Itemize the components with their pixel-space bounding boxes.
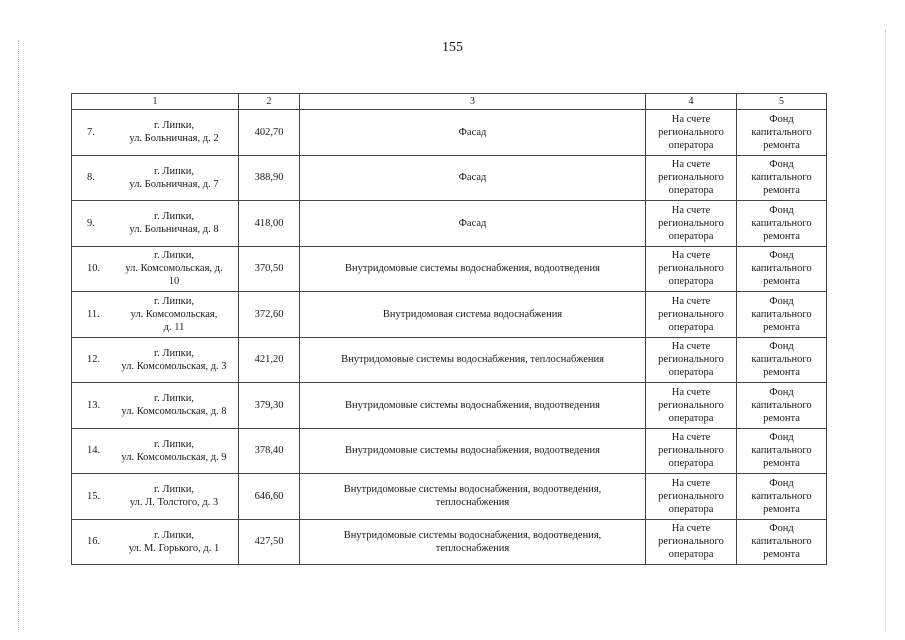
- address-cell: [72, 337, 239, 383]
- area-cell: 379,30: [239, 383, 300, 429]
- row-number: 13.: [87, 399, 101, 411]
- area-cell: 388,90: [239, 155, 300, 201]
- account-line: оператора: [668, 276, 714, 288]
- account-line: На счете: [671, 250, 711, 262]
- column-header: 2: [239, 94, 300, 110]
- account-line: регионального: [658, 490, 724, 502]
- account-line: регионального: [658, 445, 724, 457]
- account-line: оператора: [668, 503, 714, 515]
- account-line: регионального: [658, 263, 724, 275]
- work-line: Фасад: [458, 217, 487, 229]
- address-line: 10: [168, 276, 180, 288]
- table-row: [72, 292, 827, 338]
- account-line: оператора: [668, 230, 714, 242]
- row-number: 12.: [87, 354, 101, 366]
- fund-line: ремонта: [763, 503, 800, 515]
- account-cell: [646, 201, 737, 247]
- work-cell: [300, 519, 646, 565]
- address-line: г. Липки,: [153, 484, 195, 496]
- address-cell: [72, 201, 239, 247]
- address-line: г. Липки,: [153, 211, 195, 223]
- work-line: Внутридомовые системы водоснабжения, водоотведения,: [343, 529, 602, 541]
- account-line: оператора: [668, 549, 714, 561]
- account-line: На счете: [671, 341, 711, 353]
- fund-line: капитального: [751, 536, 812, 548]
- work-cell: [300, 155, 646, 201]
- repair-table: [71, 93, 827, 565]
- address-line: д. 11: [163, 321, 185, 333]
- address-cell: [72, 246, 239, 292]
- fund-cell: [737, 474, 827, 520]
- area-cell: 646,60: [239, 474, 300, 520]
- fund-line: Фонд: [769, 204, 794, 216]
- address-cell: [72, 292, 239, 338]
- fund-cell: [737, 155, 827, 201]
- row-number: 9.: [87, 217, 95, 229]
- address-cell: [72, 110, 239, 156]
- work-line: Фасад: [458, 172, 487, 184]
- row-number: 10.: [87, 263, 101, 275]
- fund-line: капитального: [751, 217, 812, 229]
- work-cell: [300, 201, 646, 247]
- work-line: Фасад: [458, 126, 487, 138]
- work-line: Внутридомовая система водоснабжения: [382, 308, 563, 320]
- address-line: г. Липки,: [153, 529, 195, 541]
- account-line: На счете: [671, 432, 711, 444]
- area-cell: 370,50: [239, 246, 300, 292]
- address-cell: [72, 155, 239, 201]
- account-line: оператора: [668, 321, 714, 333]
- scan-edge-left: [18, 40, 19, 630]
- address-cell: [72, 519, 239, 565]
- address-line: ул. Комсомольская,: [130, 308, 218, 320]
- address-line: ул. М. Горького, д. 1: [128, 542, 220, 554]
- row-number: 7.: [87, 126, 95, 138]
- account-line: На счете: [671, 204, 711, 216]
- address-line: г. Липки,: [153, 120, 195, 132]
- account-cell: [646, 337, 737, 383]
- account-line: оператора: [668, 185, 714, 197]
- work-cell: [300, 337, 646, 383]
- fund-line: капитального: [751, 354, 812, 366]
- table-row: [72, 246, 827, 292]
- fund-line: ремонта: [763, 139, 800, 151]
- area-cell: 418,00: [239, 201, 300, 247]
- address-line: ул. Комсомольская, д.: [125, 263, 223, 275]
- fund-cell: [737, 246, 827, 292]
- account-line: оператора: [668, 458, 714, 470]
- fund-cell: [737, 519, 827, 565]
- account-line: оператора: [668, 139, 714, 151]
- work-line: Внутридомовые системы водоснабжения, водоотведения: [345, 263, 600, 275]
- area-cell: 372,60: [239, 292, 300, 338]
- account-cell: [646, 519, 737, 565]
- address-line: г. Липки,: [153, 347, 195, 359]
- address-line: ул. Комсомольская, д. 8: [121, 406, 227, 418]
- fund-cell: [737, 292, 827, 338]
- work-cell: [300, 474, 646, 520]
- fund-line: Фонд: [769, 159, 794, 171]
- address-line: г. Липки,: [153, 393, 195, 405]
- address-line: г. Липки,: [153, 295, 195, 307]
- work-cell: [300, 292, 646, 338]
- table-row: [72, 337, 827, 383]
- work-line: Внутридомовые системы водоснабжения, водоотведения: [345, 399, 600, 411]
- row-number: 14.: [87, 445, 101, 457]
- fund-line: Фонд: [769, 250, 794, 262]
- fund-cell: [737, 201, 827, 247]
- work-line: теплоснабжения: [435, 542, 510, 554]
- address-cell: [72, 428, 239, 474]
- fund-line: капитального: [751, 445, 812, 457]
- fund-line: Фонд: [769, 432, 794, 444]
- fund-line: ремонта: [763, 276, 800, 288]
- account-cell: [646, 474, 737, 520]
- account-line: На счете: [671, 159, 711, 171]
- address-cell: [72, 383, 239, 429]
- account-line: регионального: [658, 399, 724, 411]
- account-cell: [646, 428, 737, 474]
- area-cell: 421,20: [239, 337, 300, 383]
- table-row: [72, 474, 827, 520]
- fund-line: капитального: [751, 172, 812, 184]
- work-cell: [300, 246, 646, 292]
- table-body: [72, 110, 827, 565]
- address-line: ул. Больничная, д. 7: [129, 178, 219, 190]
- fund-line: ремонта: [763, 412, 800, 424]
- work-cell: [300, 383, 646, 429]
- address-line: ул. Больничная, д. 8: [129, 224, 219, 236]
- column-header: 4: [646, 94, 737, 110]
- row-number: 8.: [87, 172, 95, 184]
- address-line: ул. Комсомольская, д. 9: [121, 451, 227, 463]
- account-cell: [646, 155, 737, 201]
- fund-line: капитального: [751, 490, 812, 502]
- fund-line: ремонта: [763, 321, 800, 333]
- area-cell: 378,40: [239, 428, 300, 474]
- column-header: 3: [300, 94, 646, 110]
- fund-line: капитального: [751, 399, 812, 411]
- account-cell: [646, 246, 737, 292]
- account-line: регионального: [658, 308, 724, 320]
- address-line: г. Липки,: [153, 438, 195, 450]
- table-row: [72, 110, 827, 156]
- page-number: 155: [442, 40, 463, 55]
- scan-edge-right: [885, 30, 886, 630]
- address-line: ул. Л. Толстого, д. 3: [129, 497, 219, 509]
- fund-cell: [737, 383, 827, 429]
- fund-line: капитального: [751, 126, 812, 138]
- account-line: На счете: [671, 295, 711, 307]
- fund-line: Фонд: [769, 523, 794, 535]
- row-number: 11.: [87, 308, 100, 320]
- table-row: [72, 155, 827, 201]
- work-line: теплоснабжения: [435, 497, 510, 509]
- fund-line: Фонд: [769, 477, 794, 489]
- work-line: Внутридомовые системы водоснабжения, водоотведения,: [343, 484, 602, 496]
- table-row: [72, 383, 827, 429]
- fund-line: Фонд: [769, 295, 794, 307]
- address-line: ул. Комсомольская, д. 3: [121, 360, 227, 372]
- fund-line: ремонта: [763, 185, 800, 197]
- account-cell: [646, 292, 737, 338]
- account-line: На счете: [671, 523, 711, 535]
- fund-line: Фонд: [769, 113, 794, 125]
- account-line: регионального: [658, 217, 724, 229]
- row-number: 15.: [87, 490, 101, 502]
- row-number: 16.: [87, 536, 101, 548]
- fund-line: Фонд: [769, 386, 794, 398]
- work-line: Внутридомовые системы водоснабжения, водоотведения: [345, 445, 600, 457]
- account-cell: [646, 383, 737, 429]
- column-header: 1: [72, 94, 239, 110]
- table-row: [72, 519, 827, 565]
- account-line: регионального: [658, 126, 724, 138]
- fund-line: ремонта: [763, 367, 800, 379]
- area-cell: 427,50: [239, 519, 300, 565]
- account-line: На счете: [671, 113, 711, 125]
- account-line: регионального: [658, 354, 724, 366]
- account-cell: [646, 110, 737, 156]
- account-line: На счете: [671, 386, 711, 398]
- account-line: На счете: [671, 477, 711, 489]
- fund-line: Фонд: [769, 341, 794, 353]
- address-cell: [72, 474, 239, 520]
- address-line: ул. Больничная, д. 2: [129, 133, 219, 145]
- account-line: оператора: [668, 367, 714, 379]
- table-row: [72, 428, 827, 474]
- fund-line: ремонта: [763, 549, 800, 561]
- account-line: регионального: [658, 536, 724, 548]
- area-cell: 402,70: [239, 110, 300, 156]
- account-line: оператора: [668, 412, 714, 424]
- header-row: [72, 94, 827, 110]
- work-line: Внутридомовые системы водоснабжения, теплоснабжения: [341, 354, 604, 366]
- fund-line: ремонта: [763, 230, 800, 242]
- table-row: [72, 201, 827, 247]
- fund-cell: [737, 337, 827, 383]
- fund-cell: [737, 428, 827, 474]
- address-line: г. Липки,: [153, 250, 195, 262]
- column-header: 5: [737, 94, 827, 110]
- address-line: г. Липки,: [153, 165, 195, 177]
- fund-line: капитального: [751, 308, 812, 320]
- fund-cell: [737, 110, 827, 156]
- fund-line: капитального: [751, 263, 812, 275]
- account-line: регионального: [658, 172, 724, 184]
- fund-line: ремонта: [763, 458, 800, 470]
- work-cell: [300, 110, 646, 156]
- work-cell: [300, 428, 646, 474]
